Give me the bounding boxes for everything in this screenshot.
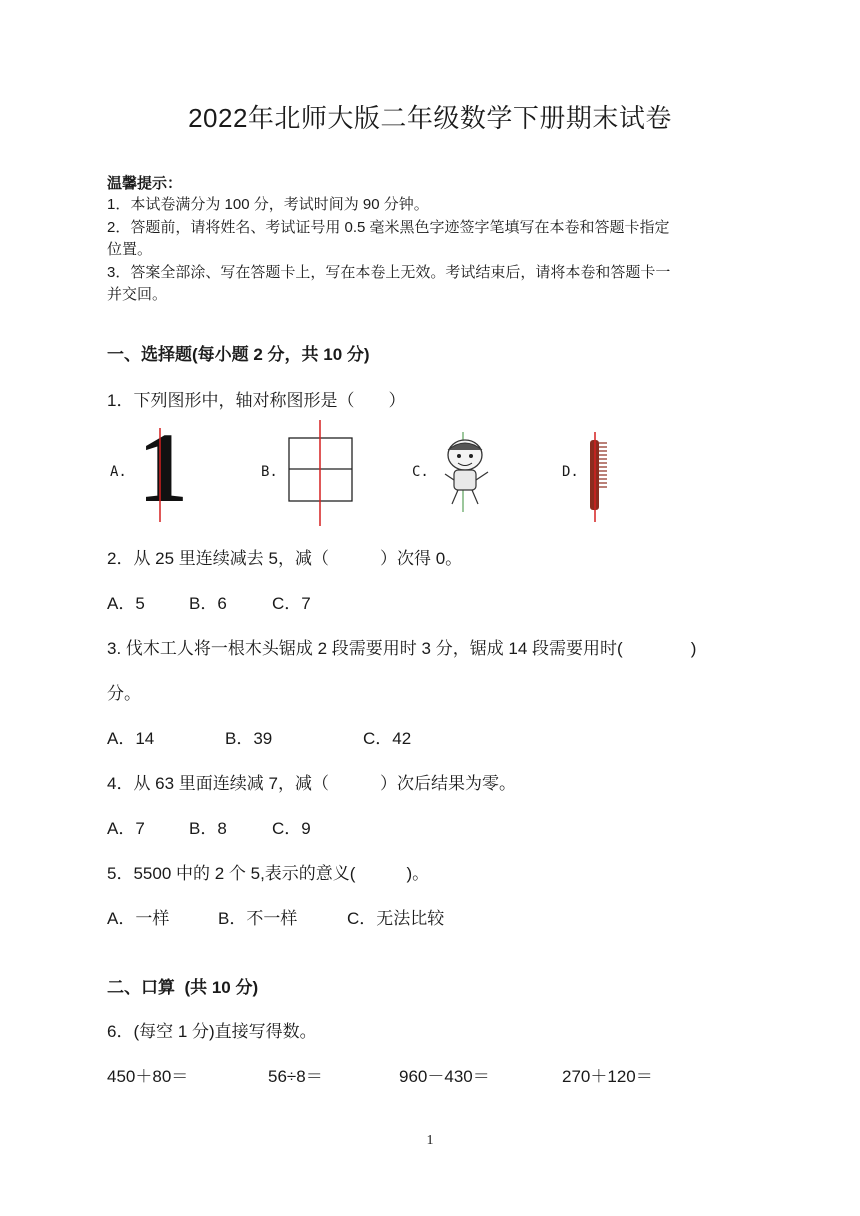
q5-option-a: A．一样	[107, 909, 170, 928]
tip-line-2a: 2．答题前，请将姓名、考试证号用 0.5 毫米黑色字迹签字笔填写在本卷和答题卡指定	[107, 219, 670, 236]
question-1: 1．下列图形中，轴对称图形是（ ）	[107, 391, 406, 410]
tip-line-3a: 3．答案全部涂、写在答题卡上，写在本卷上无效。考试结束后，请将本卷和答题卡一	[107, 264, 671, 281]
q2-option-c: C．7	[272, 594, 311, 613]
question-3: 3. 伐木工人将一根木头锯成 2 段需要用时 3 分，锯成 14 段需要用时( )	[107, 639, 697, 658]
tip-line-3b: 并交回。	[107, 286, 168, 303]
question-6: 6．(每空 1 分)直接写得数。	[107, 1022, 317, 1041]
q2-option-b: B．6	[189, 594, 227, 613]
q2-option-a: A．5	[107, 594, 145, 613]
comb-figure	[0, 0, 860, 560]
page-title: 2022年北师大版二年级数学下册期末试卷	[188, 103, 672, 133]
question-3-cont: 分。	[107, 684, 141, 703]
option-c-label: C.	[412, 464, 429, 480]
tip-line-2b: 位置。	[107, 241, 153, 258]
q3-option-b: B．39	[225, 729, 273, 748]
option-d-label: D.	[562, 464, 579, 480]
question-5: 5．5500 中的 2 个 5,表示的意义( )。	[107, 864, 430, 883]
calc-item: 450＋80＝	[107, 1067, 189, 1086]
q4-option-c: C．9	[272, 819, 311, 838]
question-4: 4．从 63 里面连续减 7，减（ ）次后结果为零。	[107, 774, 516, 793]
option-b-label: B.	[261, 464, 278, 480]
q4-option-a: A．7	[107, 819, 145, 838]
page-number: 1	[426, 1133, 434, 1148]
q5-option-b: B．不一样	[218, 909, 298, 928]
q3-option-a: A．14	[107, 729, 155, 748]
q3-option-c: C．42	[363, 729, 412, 748]
tip-line-1: 1．本试卷满分为 100 分，考试时间为 90 分钟。	[107, 196, 429, 213]
q5-option-c: C．无法比较	[347, 909, 445, 928]
calc-item: 960－430＝	[399, 1067, 490, 1086]
digit-one-figure: 1	[138, 412, 188, 523]
option-a-label: A.	[110, 464, 127, 480]
q4-option-b: B．8	[189, 819, 227, 838]
calc-item: 56÷8＝	[268, 1067, 323, 1086]
question-2: 2．从 25 里连续减去 5，减（ ）次得 0。	[107, 549, 463, 568]
tips-heading: 温馨提示：	[107, 175, 183, 192]
section-1-heading: 一、选择题(每小题 2 分，共 10 分)	[107, 345, 370, 364]
calc-item: 270＋120＝	[562, 1067, 653, 1086]
section-2-heading: 二、口算 (共 10 分)	[107, 978, 259, 997]
